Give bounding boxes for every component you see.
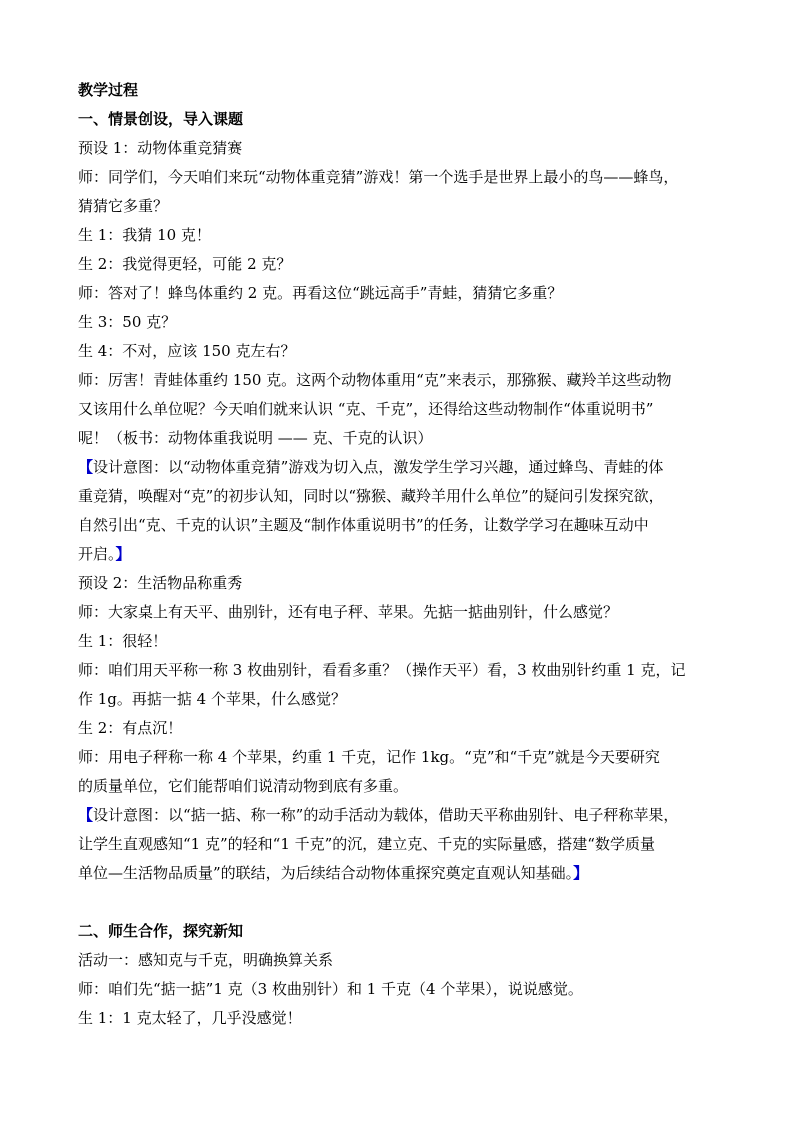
- section-2-heading: 二、师生合作，探究新知: [78, 922, 244, 940]
- dialogue-line: 师：咱们用天平称一称 3 枚曲别针，看看多重？（操作天平）看，3 枚曲别针约重 1 克，记: [78, 661, 686, 679]
- open-bracket: 【: [78, 806, 94, 824]
- close-bracket: 】: [115, 545, 131, 563]
- design-intent-line: 设计意图：以“动物体重竞猜”游戏为切入点，激发学生学习兴趣，通过蜂鸟、青蛙的体: [93, 458, 664, 476]
- dialogue-line: 师：答对了！蜂鸟体重约 2 克。再看这位“跳远高手”青蛙，猜猜它多重？: [78, 284, 563, 302]
- dialogue-line: 生 1：1 克太轻了，几乎没感觉！: [78, 1009, 302, 1027]
- blank-line: [78, 888, 728, 917]
- document-page: [78, 76, 728, 1033]
- design-intent-block-1: [78, 453, 728, 569]
- close-bracket: 】: [573, 864, 589, 882]
- preset-1-label: 预设 1：动物体重竞猜赛: [78, 139, 243, 157]
- dialogue-line: 师：大家桌上有天平、曲别针，还有电子秤、苹果。先掂一掂曲别针，什么感觉？: [78, 603, 619, 621]
- preset-2-label: 预设 2：生活物品称重秀: [78, 574, 243, 592]
- design-intent-line: 单位—生活物品质量”的联结，为后续结合动物体重探究奠定直观认知基础。: [78, 864, 574, 882]
- design-intent-line: 开启。: [78, 545, 116, 563]
- design-intent-line: 让学生直观感知“1 克”的轻和“1 千克”的沉，建立克、千克的实际量感，搭建“数学质量: [78, 835, 655, 853]
- dialogue-line: 的质量单位，它们能帮咱们说清动物到底有多重。: [78, 777, 409, 795]
- dialogue-line: 又该用什么单位呢？今天咱们就来认识 “克、千克”，还得给这些动物制作“体重说明书”: [78, 400, 654, 418]
- dialogue-line: 猜猜它多重？: [78, 197, 169, 215]
- dialogue-line: 生 1：我猜 10 克！: [78, 226, 211, 244]
- design-intent-line: 设计意图：以“掂一掂、称一称”的动手活动为载体，借助天平称曲别针、电子秤称苹果，: [93, 806, 679, 824]
- dialogue-line: 呢！（板书：动物体重我说明 —— 克、千克的认识）: [78, 429, 433, 447]
- dialogue-line: 师：咱们先“掂一掂”1 克（3 枚曲别针）和 1 千克（4 个苹果），说说感觉。: [78, 980, 583, 998]
- dialogue-line: 生 1：很轻！: [78, 632, 168, 650]
- dialogue-line: 生 4：不对，应该 150 克左右？: [78, 342, 296, 360]
- open-bracket: 【: [78, 458, 94, 476]
- dialogue-line: 师：厉害！青蛙体重约 150 克。这两个动物体重用“克”来表示，那猕猴、藏羚羊这些动物: [78, 371, 672, 389]
- activity-1-label: 活动一：感知克与千克，明确换算关系: [78, 951, 334, 969]
- design-intent-line: 重竞猜，唤醒对“克”的初步认知，同时以“猕猴、藏羚羊用什么单位”的疑问引发探究欲，: [78, 487, 664, 505]
- section-1-heading: 一、情景创设，导入课题: [78, 110, 244, 128]
- doc-title: 教学过程: [78, 81, 139, 99]
- dialogue-line: 生 2：我觉得更轻，可能 2 克？: [78, 255, 292, 273]
- dialogue-line: 师：用电子秤称一称 4 个苹果，约重 1 千克，记作 1kg。“克”和“千克”就是今天要研究: [78, 748, 660, 766]
- design-intent-block-2: [78, 801, 728, 888]
- dialogue-line: 生 3：50 克？: [78, 313, 177, 331]
- dialogue-line: 师：同学们，今天咱们来玩“动物体重竞猜”游戏！第一个选手是世界上最小的鸟——蜂鸟，: [78, 168, 679, 186]
- design-intent-line: 自然引出“克、千克的认识”主题及“制作体重说明书”的任务，让数学学习在趣味互动中: [78, 516, 649, 534]
- dialogue-line: 作 1g。再掂一掂 4 个苹果，什么感觉？: [78, 690, 346, 708]
- dialogue-line: 生 2：有点沉！: [78, 719, 183, 737]
